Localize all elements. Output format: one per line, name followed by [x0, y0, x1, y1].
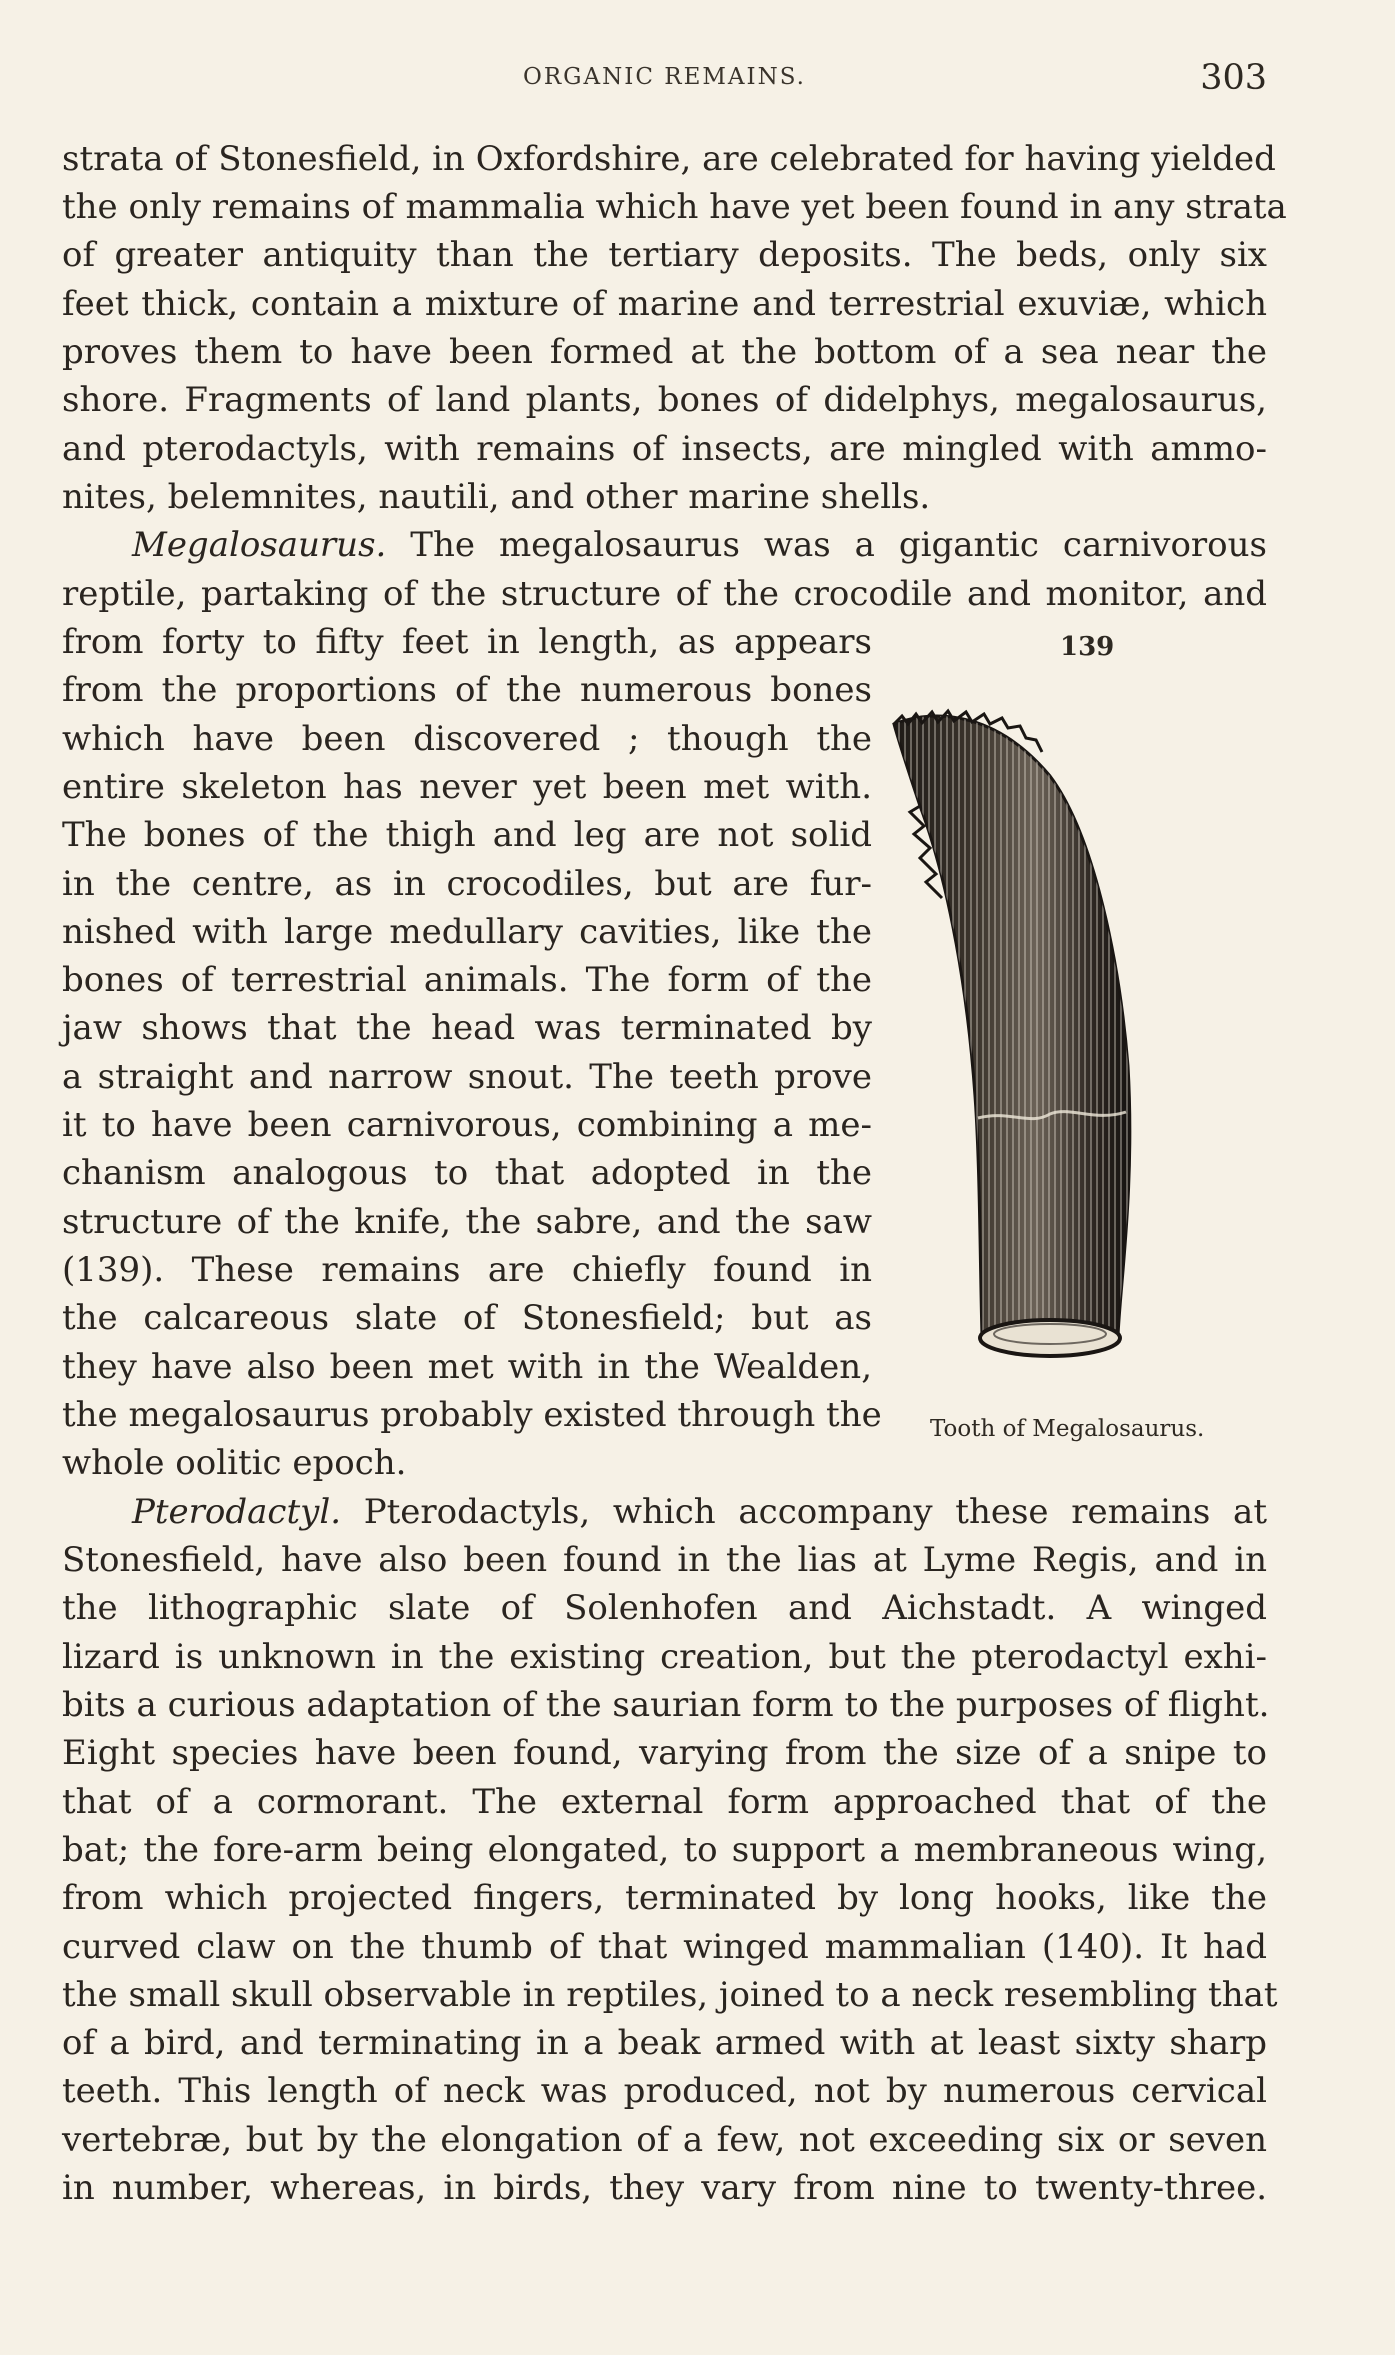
text-line: the lithographic slate of Solenhofen and Aichstadt. A winged: [62, 1588, 1267, 1628]
text-line: nished with large medullary cavities, like the: [62, 912, 872, 952]
text-line: whole oolitic epoch.: [62, 1443, 407, 1483]
text-line: and pterodactyls, with remains of insects, are mingled with ammo-: [62, 429, 1267, 469]
running-head: [62, 58, 1267, 98]
megalosaurus-tooth-illustration: [880, 666, 1280, 1416]
text-line: strata of Stonesfield, in Oxfordshire, are celebrated for having yielded: [62, 139, 1276, 179]
text-line: that of a cormorant. The external form approached that of the: [62, 1782, 1267, 1822]
text-line: the small skull observable in reptiles, joined to a neck resembling that: [62, 1975, 1278, 2015]
page-number: 303: [1200, 58, 1267, 98]
text-line: the only remains of mammalia which have yet been found in any strata: [62, 187, 1287, 227]
text-line: lizard is unknown in the existing creation, but the pterodactyl exhi-: [62, 1637, 1267, 1677]
text-line: nites, belemnites, nautili, and other marine shells.: [62, 477, 931, 517]
line-text: Pterodactyls, which accompany these remains at: [363, 1492, 1267, 1532]
text-line: the megalosaurus probably existed through the: [62, 1395, 882, 1435]
run-in-heading: Pterodactyl.: [132, 1492, 342, 1532]
text-line: teeth. This length of neck was produced, not by numerous cervical: [62, 2071, 1267, 2111]
text-line: of greater antiquity than the tertiary deposits. The beds, only six: [62, 235, 1267, 275]
line-text: The megalosaurus was a gigantic carnivorous: [410, 525, 1268, 565]
text-line: [62, 521, 1267, 569]
text-line: bat; the fore-arm being elongated, to support a membraneous wing,: [62, 1830, 1267, 1870]
text-line: Stonesfield, have also been found in the lias at Lyme Regis, and in: [62, 1540, 1267, 1580]
text-line: proves them to have been formed at the bottom of a sea near the: [62, 332, 1267, 372]
text-line: chanism analogous to that adopted in the: [62, 1153, 872, 1193]
text-line: of a bird, and terminating in a beak armed with at least sixty sharp: [62, 2023, 1267, 2063]
text-line: bits a curious adaptation of the saurian form to the purposes of flight.: [62, 1685, 1270, 1725]
text-line: [62, 1488, 1267, 1536]
running-title: ORGANIC REMAINS.: [522, 64, 806, 90]
text-line: from forty to fifty feet in length, as appears: [62, 622, 872, 662]
figure-number: 139: [1060, 632, 1115, 662]
text-line: curved claw on the thumb of that winged mammalian (140). It had: [62, 1927, 1267, 1967]
text-line: jaw shows that the head was terminated by: [62, 1008, 872, 1048]
text-line: vertebræ, but by the elongation of a few, not exceeding six or seven: [62, 2120, 1267, 2160]
text-line: (139). These remains are chiefly found in: [62, 1250, 872, 1290]
text-line: in the centre, as in crocodiles, but are fur-: [62, 864, 872, 904]
figure-caption: Tooth of Megalosaurus.: [930, 1416, 1205, 1442]
figure-tooth: [880, 626, 1280, 1456]
text-line: from which projected fingers, terminated by long hooks, like the: [62, 1878, 1267, 1918]
text-line: which have been discovered ; though the: [62, 719, 872, 759]
text-line: the calcareous slate of Stonesfield; but as: [62, 1298, 872, 1338]
text-line: bones of terrestrial animals. The form of the: [62, 960, 872, 1000]
text-line: in number, whereas, in birds, they vary from nine to twenty-three.: [62, 2168, 1267, 2208]
text-line: entire skeleton has never yet been met with.: [62, 767, 872, 807]
text-line: Eight species have been found, varying from the size of a snipe to: [62, 1733, 1267, 1773]
text-line: The bones of the thigh and leg are not solid: [62, 815, 872, 855]
text-line: feet thick, contain a mixture of marine and terrestrial exuviæ, which: [62, 284, 1267, 324]
text-line: structure of the knife, the sabre, and the saw: [62, 1202, 872, 1242]
text-line: they have also been met with in the Wealden,: [62, 1347, 872, 1387]
run-in-heading: Megalosaurus.: [132, 525, 387, 565]
text-line: a straight and narrow snout. The teeth prove: [62, 1057, 872, 1097]
text-line: it to have been carnivorous, combining a me-: [62, 1105, 872, 1145]
text-line: from the proportions of the numerous bones: [62, 670, 872, 710]
text-line: shore. Fragments of land plants, bones of didelphys, megalosaurus,: [62, 380, 1267, 420]
text-line: reptile, partaking of the structure of the crocodile and monitor, and: [62, 574, 1267, 614]
